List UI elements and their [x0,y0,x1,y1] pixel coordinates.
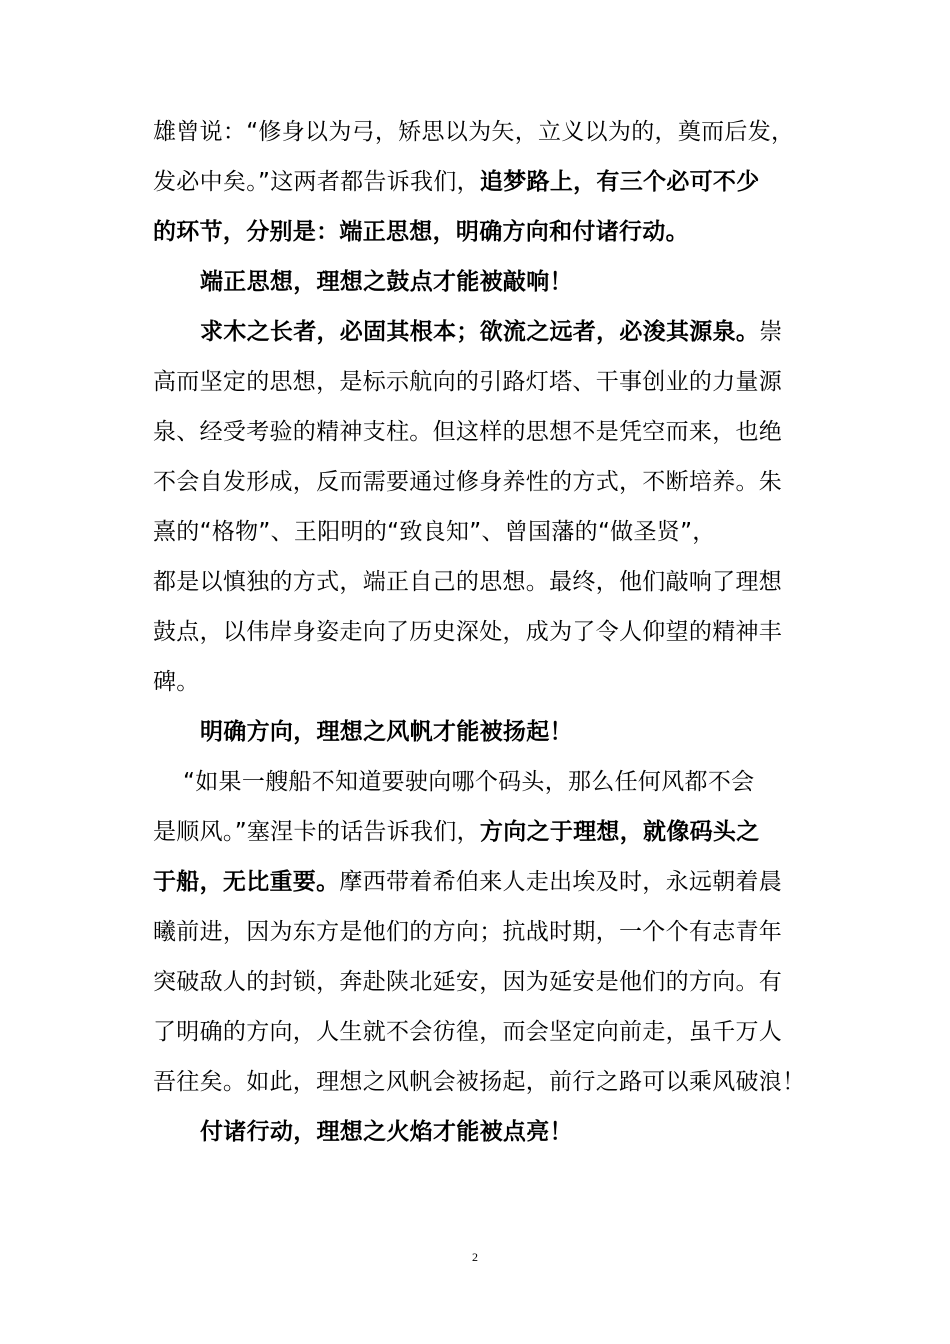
text-line-3 [153,212,813,252]
text-run: 吾往矣。如此，理想之风帆会被扬起，前行之路可以乘风破浪！ [153,1069,806,1095]
section-heading-1 [200,262,813,302]
text-line-16 [153,862,813,902]
page-number: 2 [472,1250,478,1264]
section-heading-2 [200,712,813,752]
text-run: 熹的“格物”、王阳明的“致良知”、曾国藩的“做圣贤”， [153,519,716,545]
text-run: 是顺风。”塞涅卡的话告诉我们， [153,819,480,845]
text-line-18 [153,962,813,1002]
text-run: 发必中矣。”这两者都告诉我们， [153,169,480,195]
text-run: 碑。 [153,669,200,695]
text-line-20 [153,1062,813,1102]
text-line-12 [153,662,813,702]
bold-text-run: 求木之长者，必固其根本；欲流之远者，必浚其源泉。 [200,319,760,345]
section-heading-3 [200,1112,813,1152]
heading-text: 明确方向，理想之风帆才能被扬起！ [200,719,573,745]
text-line-7 [153,412,813,452]
text-line-9 [153,512,813,552]
text-line-19 [153,1012,813,1052]
heading-text: 付诸行动，理想之火焰才能被点亮！ [200,1119,573,1145]
text-run: 曦前进，因为东方是他们的方向；抗战时期，一个个有志青年 [153,919,783,945]
text-run: 不会自发形成，反而需要通过修身养性的方式，不断培养。朱 [153,469,783,495]
text-line-10 [153,562,813,602]
text-run: 都是以慎独的方式，端正自己的思想。最终，他们敲响了理想 [153,569,783,595]
text-line-1 [153,112,813,152]
text-run: 了明确的方向，人生就不会彷徨，而会坚定向前走，虽千万人 [153,1019,783,1045]
text-line-11 [153,612,813,652]
bold-text-run: 方向之于理想，就像码头之 [479,819,760,845]
text-run: 雄曾说：“修身以为弓，矫思以为矢，立义以为的，奠而后发， [153,119,795,145]
text-line-6 [153,362,813,402]
text-run: 泉、经受考验的精神支柱。但这样的思想不是凭空而来，也绝 [153,419,783,445]
bold-text-run: 的环节，分别是：端正思想，明确方向和付诸行动。 [153,219,689,245]
heading-text: 端正思想，理想之鼓点才能被敲响！ [200,269,573,295]
text-run: 高而坚定的思想，是标示航向的引路灯塔、干事创业的力量源 [153,369,783,395]
text-run: 鼓点，以伟岸身姿走向了历史深处，成为了令人仰望的精神丰 [153,619,783,645]
text-run: 突破敌人的封锁，奔赴陕北延安，因为延安是他们的方向。有 [153,969,783,995]
text-line-17 [153,912,813,952]
text-line-14 [183,762,796,802]
text-line-5 [200,312,813,352]
text-run: 摩西带着希伯来人走出埃及时，永远朝着晨 [339,869,783,895]
bold-text-run: 于船，无比重要。 [153,869,340,895]
bold-text-run: 追梦路上，有三个必可不少 [479,169,760,195]
text-line-2 [153,162,813,202]
text-run: “如果一艘船不知道要驶向哪个码头，那么任何风都不会 [183,769,755,795]
text-line-15 [153,812,813,852]
text-line-8 [153,462,813,502]
text-run: 崇 [759,319,783,345]
